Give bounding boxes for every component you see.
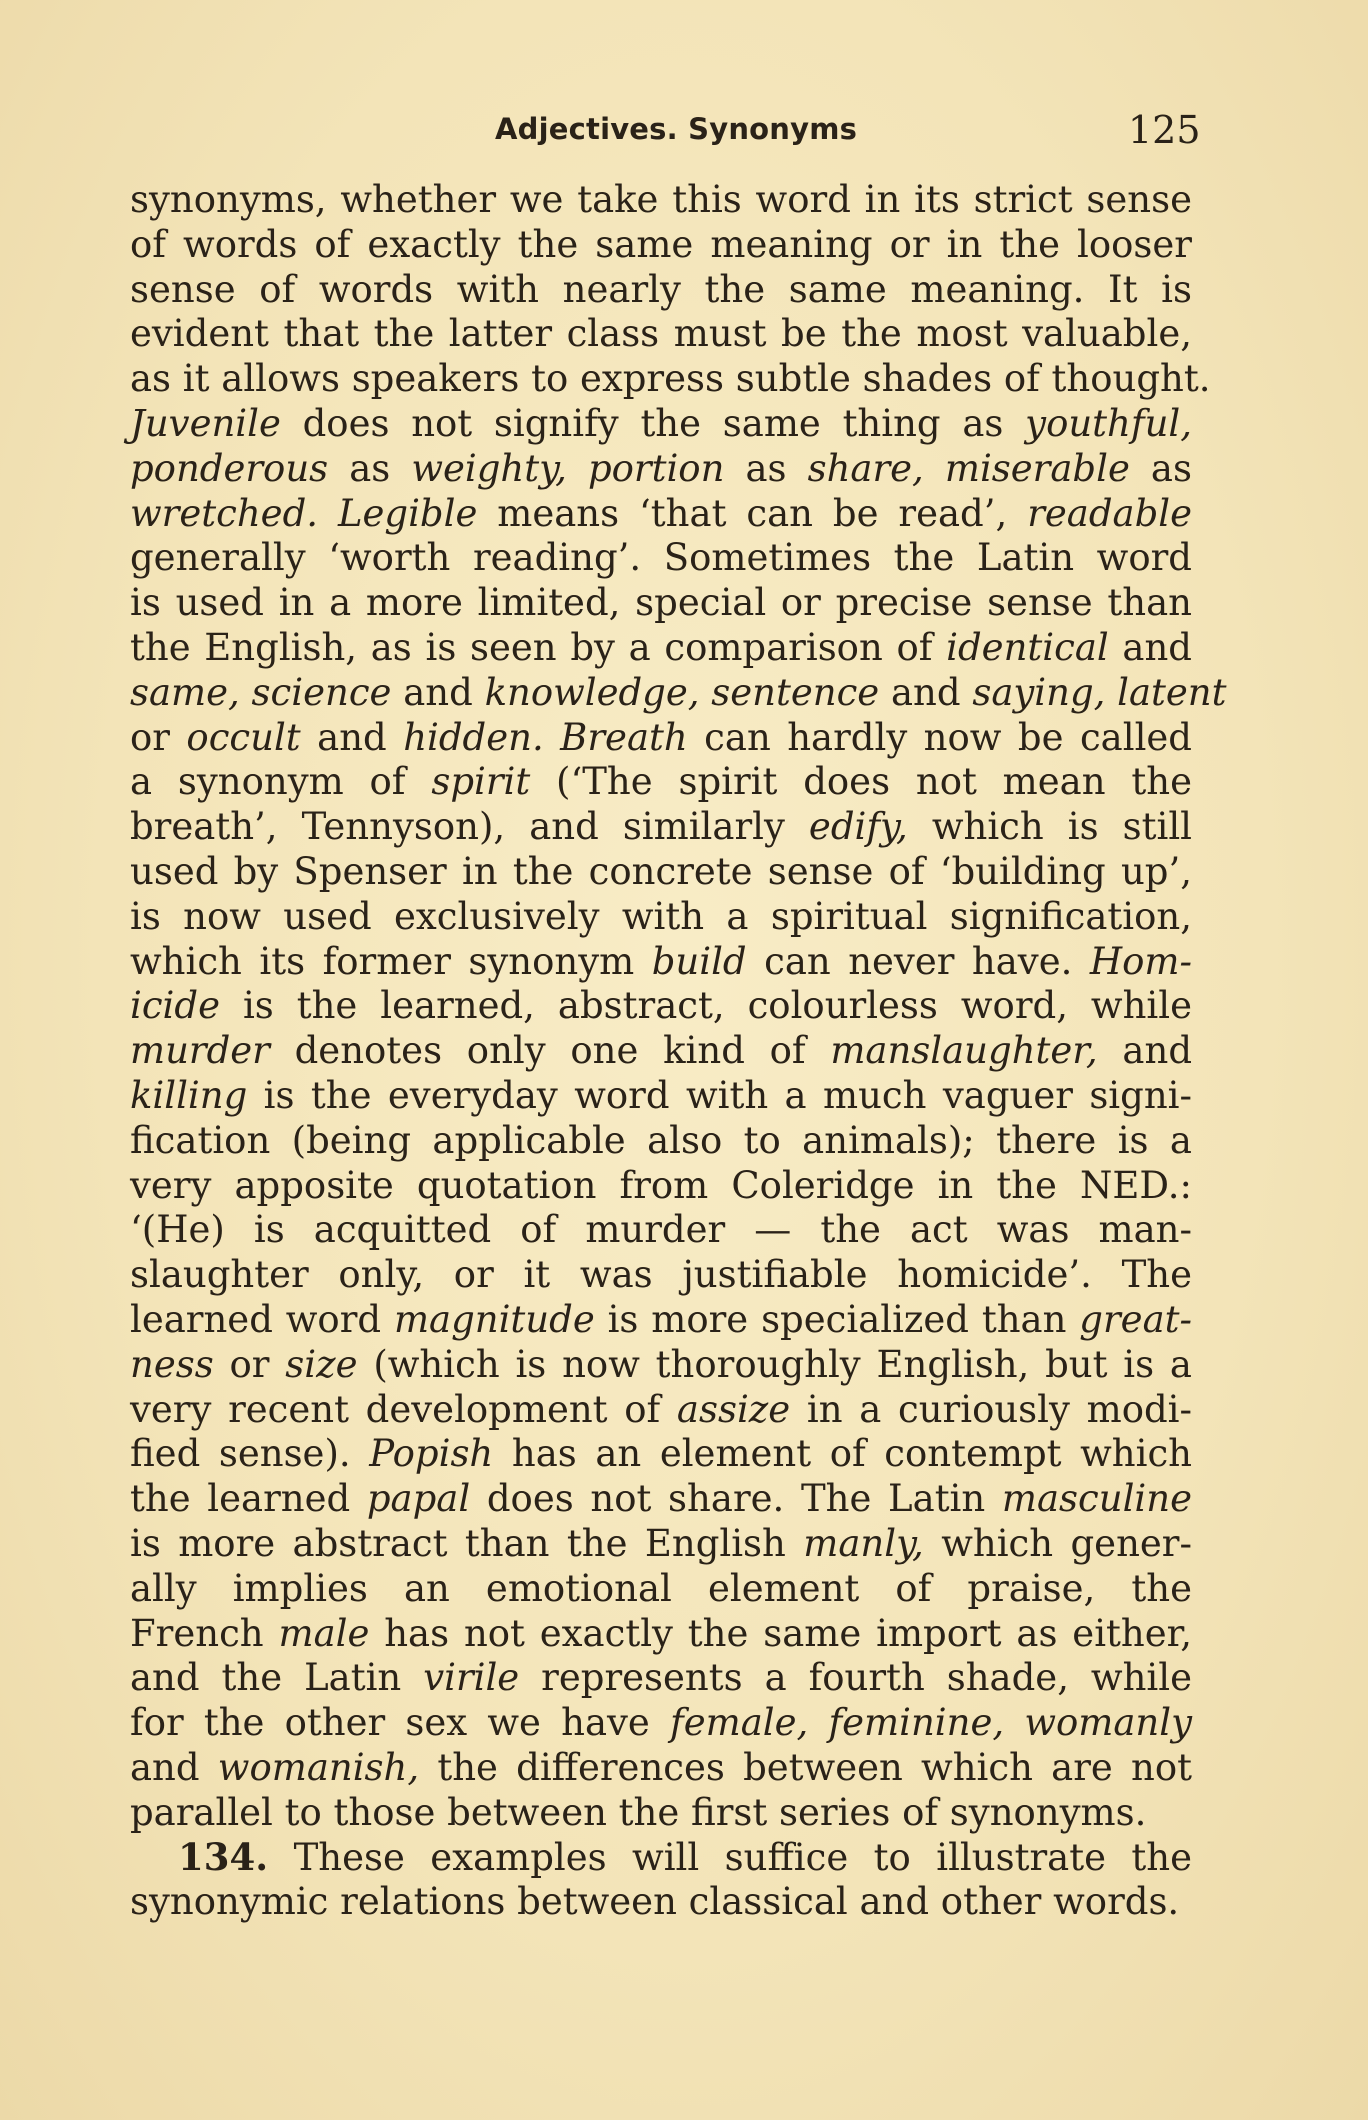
text-run: as it allows speakers to express subtle shades of thought.	[130, 357, 1211, 401]
text-run: synonymic relations between classical and other words.	[130, 1880, 1180, 1924]
text-run: very recent development of	[130, 1387, 677, 1431]
text-line	[130, 581, 1192, 626]
text-line	[130, 850, 1192, 895]
italic-term: ponderous	[130, 446, 329, 490]
text-run: or	[213, 1342, 286, 1386]
text-line	[130, 1791, 1192, 1836]
italic-term: icide	[130, 984, 220, 1028]
text-line	[130, 760, 1192, 805]
italic-term: papal	[366, 1477, 471, 1521]
italic-term: manslaughter,	[830, 1029, 1098, 1073]
text-run: and	[1108, 625, 1192, 669]
running-head	[0, 108, 1368, 152]
text-line	[130, 895, 1192, 940]
italic-term: womanish,	[217, 1745, 420, 1789]
italic-term: female, feminine, womanly	[670, 1701, 1192, 1745]
text-run: evident that the latter class must be the most valuable,	[130, 312, 1192, 356]
text-line	[130, 984, 1192, 1029]
italic-term: wretched. Legible	[130, 491, 478, 535]
text-line	[130, 716, 1192, 761]
text-run: a synonym of	[130, 760, 432, 804]
text-line	[130, 1835, 1192, 1880]
text-line	[130, 626, 1192, 671]
text-line	[130, 940, 1192, 985]
text-run: ‘(He) is acquitted of murder — the act was man-	[130, 1208, 1192, 1252]
text-run: and	[300, 715, 404, 759]
running-title: Adjectives. Synonyms	[495, 112, 858, 146]
text-line	[130, 1253, 1192, 1298]
italic-term: male	[278, 1611, 370, 1655]
text-line	[130, 268, 1192, 313]
text-run: which its former synonym	[130, 939, 652, 983]
italic-term: identical	[946, 625, 1109, 669]
text-line	[130, 670, 1227, 716]
italic-term: edify,	[808, 805, 908, 849]
italic-term: size	[285, 1342, 358, 1386]
section-number: 134.	[178, 1835, 269, 1880]
italic-term: Popish	[369, 1432, 494, 1476]
italic-term: great-	[1079, 1297, 1192, 1341]
text-line	[130, 1477, 1192, 1522]
text-run: means ‘that can be read’,	[477, 491, 1028, 535]
text-line	[130, 1746, 1192, 1791]
italic-term: killing	[130, 1073, 248, 1117]
italic-term: hidden. Breath	[403, 715, 688, 759]
text-line	[130, 178, 1192, 223]
text-line	[130, 1432, 1192, 1477]
text-line	[130, 447, 1192, 492]
italic-term: murder	[130, 1029, 270, 1073]
text-line	[130, 1522, 1192, 1567]
text-run: very apposite quotation from Coleridge in the NED.:	[130, 1163, 1192, 1207]
italic-term: manly,	[803, 1521, 924, 1565]
text-run: synonyms, whether we take this word in its strict sense	[130, 178, 1192, 221]
italic-term: masculine	[1001, 1477, 1192, 1521]
text-run: and	[391, 670, 485, 714]
text-line	[130, 492, 1192, 537]
text-line	[130, 1880, 1192, 1925]
text-line	[130, 805, 1192, 850]
italic-term: virile	[423, 1656, 520, 1700]
text-line	[130, 1298, 1192, 1343]
text-run: (which is now thoroughly English, but is a	[357, 1342, 1192, 1386]
text-line	[130, 1388, 1192, 1433]
text-run: used by Spenser in the concrete sense of ‘building up’,	[130, 849, 1192, 893]
italic-term: magnitude	[393, 1297, 595, 1341]
italic-term: occult	[186, 715, 301, 759]
text-run: as	[724, 446, 808, 490]
text-line	[130, 1701, 1192, 1746]
text-run: denotes only one kind of	[269, 1029, 831, 1073]
italic-term: knowledge, sentence	[484, 670, 880, 714]
text-run: represents a fourth shade, while	[519, 1656, 1192, 1700]
text-run: learned word	[130, 1297, 394, 1341]
text-run: can hardly now be called	[687, 715, 1192, 759]
text-run: (‘The spirit does not mean the	[530, 760, 1192, 804]
text-run: for the other sex we have	[130, 1701, 671, 1745]
text-run: fied sense).	[130, 1432, 370, 1476]
text-line	[130, 1343, 1192, 1388]
italic-term: assize	[676, 1387, 791, 1431]
italic-term: share, miserable	[807, 446, 1130, 490]
text-run: does not share. The Latin	[470, 1477, 1002, 1521]
text-run: slaughter only, or it was justifiable homicide’. The	[130, 1253, 1192, 1297]
page-number: 125	[1128, 108, 1201, 152]
italic-term: readable	[1027, 491, 1192, 535]
text-line	[130, 223, 1192, 268]
text-run: sense of words with nearly the same meaning. It is	[130, 267, 1192, 311]
italic-term: Hom-	[1089, 939, 1192, 983]
text-line	[130, 1074, 1192, 1119]
text-line	[130, 312, 1192, 357]
text-run: and	[1097, 1029, 1192, 1073]
text-run: in a curiously modi-	[790, 1387, 1192, 1431]
body-text	[130, 178, 1227, 1925]
text-run: has not exactly the same import as either,	[369, 1611, 1193, 1655]
text-run: is the everyday word with a much vaguer signi-	[247, 1073, 1192, 1117]
italic-term: spirit	[431, 760, 531, 804]
text-run: breath’, Tennyson), and similarly	[130, 805, 809, 849]
text-run: the learned	[130, 1477, 367, 1521]
text-run: is the learned, abstract, colourless word, while	[219, 984, 1192, 1028]
text-run: the differences between which are not	[419, 1745, 1192, 1789]
text-run: can never have.	[746, 939, 1090, 983]
text-run: the English, as is seen by a comparison of	[130, 625, 947, 669]
italic-term: same, science	[130, 670, 392, 714]
text-run: or	[130, 715, 187, 759]
italic-term: build	[651, 939, 747, 983]
text-run: has an element of contempt which	[493, 1432, 1192, 1476]
text-run: generally ‘worth reading’. Sometimes the Latin word	[130, 536, 1192, 580]
italic-term: saying, latent	[972, 670, 1227, 714]
text-line	[130, 1208, 1192, 1253]
text-line	[130, 1119, 1192, 1164]
text-run: and the Latin	[130, 1656, 424, 1700]
text-line	[130, 1164, 1192, 1209]
text-run: and	[879, 670, 973, 714]
text-run: does not signify the same thing as	[280, 401, 1026, 445]
italic-term: ness	[130, 1342, 214, 1386]
italic-term: youthful,	[1025, 401, 1192, 445]
text-line	[130, 1612, 1192, 1657]
text-line	[130, 357, 1211, 402]
text-run: parallel to those between the first series of synonyms.	[130, 1790, 1147, 1834]
italic-term: Juvenile	[130, 401, 281, 445]
text-run: is more abstract than the English	[130, 1521, 804, 1565]
text-run: These examples will suffice to illustrate the	[268, 1836, 1192, 1880]
text-run: of words of exactly the same meaning or in the looser	[130, 222, 1192, 266]
text-run: as	[328, 446, 412, 490]
text-run: which gener-	[923, 1521, 1192, 1565]
text-run: and	[130, 1745, 218, 1789]
text-line	[130, 1656, 1192, 1701]
italic-term: weighty, portion	[411, 446, 725, 490]
text-line	[130, 1567, 1192, 1612]
text-run: is used in a more limited, special or precise sense than	[130, 581, 1192, 625]
text-run: is more specialized than	[594, 1297, 1080, 1341]
text-line	[130, 402, 1192, 447]
text-run: as	[1129, 446, 1192, 490]
text-run: is now used exclusively with a spiritual signification,	[130, 894, 1192, 938]
text-line	[130, 536, 1192, 581]
text-run: ally implies an emotional element of praise, the	[130, 1566, 1192, 1610]
text-line	[130, 1029, 1192, 1074]
text-run: French	[130, 1611, 279, 1655]
text-run: fication (being applicable also to animals); there is a	[130, 1118, 1192, 1162]
text-run: which is still	[907, 805, 1192, 849]
